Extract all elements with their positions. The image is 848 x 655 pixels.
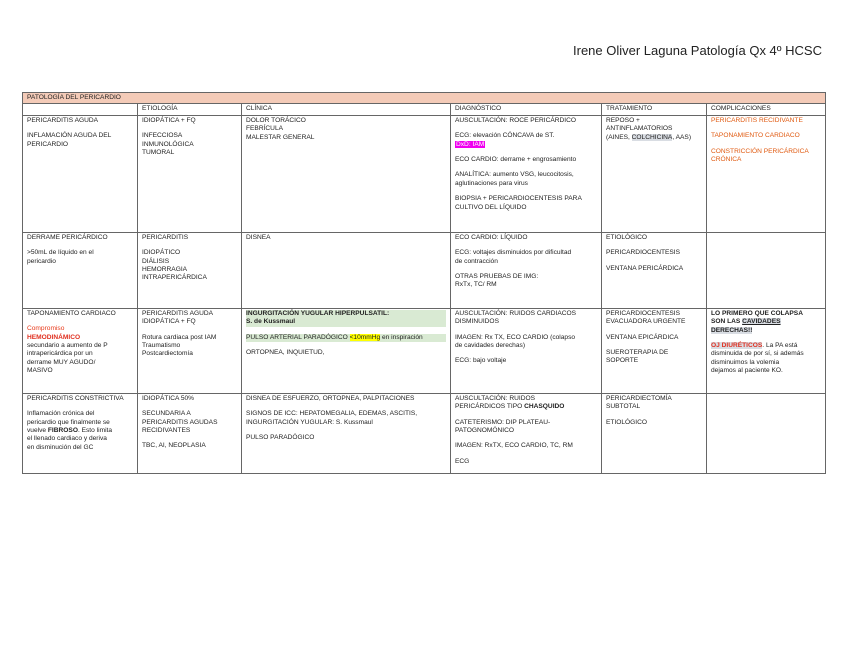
- table-row: [23, 393, 826, 473]
- diagnostico-item: ECG: elevación CÓNCAVA de ST.: [455, 132, 555, 140]
- clinica-item: DISNEA DE ESFUERZO, ORTOPNEA, PALPITACIONES: [246, 394, 415, 402]
- clinica-item: SIGNOS DE ICC: HEPATOMEGALIA, EDEMAS, ASCITIS,: [246, 410, 418, 418]
- row-red-note-bold: HEMODINÁMICO: [27, 333, 81, 341]
- tratamiento-cell: [602, 232, 707, 308]
- description-line: INFLAMACIÓN AGUDA DEL: [27, 132, 112, 140]
- diagnostico-cell: [451, 308, 602, 393]
- clinica-cell: [242, 115, 451, 232]
- row-name-cell: [23, 393, 138, 473]
- complicacion-item: disminuida de por sí, si además: [711, 350, 804, 358]
- tratamiento-item: SUEROTERAPIA DE: [606, 349, 669, 357]
- highlight-mmhg: <10mmHg: [349, 333, 381, 341]
- diagnostico-item: PATOGNOMÓNICO: [455, 427, 514, 435]
- tratamiento-item: ANTINFLAMATORIOS: [606, 125, 673, 133]
- tratamiento-item: ETIOLÓGICO: [606, 418, 648, 426]
- diagnostico-item: ECG: bajo voltaje: [455, 357, 507, 365]
- clinica-highlight: [246, 310, 446, 327]
- complicacion-item: TAPONAMIENTO CARDIACO: [711, 132, 800, 140]
- row-title: PERICARDITIS AGUDA: [27, 116, 99, 124]
- diagnostico-item: BIOPSIA + PERICARDIOCENTESIS PARA: [455, 195, 582, 203]
- complicaciones-cell: [707, 115, 826, 232]
- clinica-item: PULSO PARADÓGICO: [246, 434, 315, 442]
- complicacion-item: SON LAS CAVIDADES: [711, 318, 781, 326]
- etiologia-item: INTRAPERICÁRDICA: [142, 274, 207, 282]
- etiologia-item: PERICARDITIS AGUDAS: [142, 418, 218, 426]
- clinica-cell: [242, 232, 451, 308]
- complicacion-item: CONSTRICCIÓN PERICÁRDICA: [711, 147, 809, 155]
- etiologia-item: PERICARDITIS: [142, 233, 189, 241]
- highlight-dxd: DxD: IAM: [456, 140, 485, 148]
- complicacion-item: LO PRIMERO QUE COLAPSA: [711, 309, 803, 317]
- tratamiento-item: PERICARDIOCENTESIS: [606, 309, 681, 317]
- etiologia-item: IDIOPÁTICA 50%: [142, 394, 195, 402]
- table-row: [23, 115, 826, 232]
- diagnostico-cell: [451, 393, 602, 473]
- complicaciones-cell: [707, 393, 826, 473]
- table-row: [23, 308, 826, 393]
- etiologia-item: IDIOPÁTICO: [142, 249, 181, 257]
- diagnostico-item: ECO CARDIO: derrame + engrosamiento: [455, 156, 577, 164]
- etiologia-cell: [138, 393, 242, 473]
- column-header-tratamiento: TRATAMIENTO: [602, 104, 707, 115]
- highlight-cavidades: CAVIDADES: [742, 318, 781, 326]
- diagnostico-item: ECG: [455, 457, 470, 465]
- row-description: [27, 132, 133, 149]
- table-row: [23, 232, 826, 308]
- table-title-row: [23, 93, 826, 104]
- diagnostico-item: aglutinaciones para virus: [455, 179, 528, 187]
- column-header-etiologia: ETIOLOGÍA: [138, 104, 242, 115]
- etiologia-item: Postcardiectomía: [142, 350, 193, 358]
- table-title: PATOLOGÍA DEL PERICARDIO: [23, 93, 826, 104]
- etiologia-item: HEMORRAGIA: [142, 266, 188, 274]
- etiologia-cell: [138, 232, 242, 308]
- description-line: en disminución del GC: [27, 443, 94, 451]
- tratamiento-item: (AINES, COLCHICINA, AAS): [606, 133, 692, 141]
- complicacion-item: PERICARDITIS RECIDIVANTE: [711, 116, 803, 124]
- description-line: el llenado cardiaco y deriva: [27, 435, 107, 443]
- complicacion-item: disminuimos la volemia: [711, 358, 780, 366]
- tratamiento-item: EVACUADORA URGENTE: [606, 318, 686, 326]
- column-header-diagnostico: DIAGNÓSTICO: [451, 104, 602, 115]
- etiologia-item: IDIOPÁTICA + FQ: [142, 116, 196, 124]
- complicaciones-cell: [707, 308, 826, 393]
- column-header-clinica: CLÍNICA: [242, 104, 451, 115]
- etiologia-item: INMUNOLÓGICA: [142, 140, 194, 148]
- clinica-item: FEBRÍCULA: [246, 125, 284, 133]
- diagnostico-item: ANALÍTICA: aumento VSG, leucocitosis,: [455, 171, 574, 179]
- diagnostico-item: AUSCULTACIÓN: ROCE PERICÁRDICO: [455, 116, 577, 124]
- clinica-item: MALESTAR GENERAL: [246, 133, 315, 141]
- complicacion-item: CRÓNICA: [711, 156, 742, 164]
- tratamiento-cell: [602, 393, 707, 473]
- diagnostico-item: AUSCULTACIÓN: RUIDOS: [455, 394, 535, 402]
- diagnostico-item: PERICÁRDICOS TIPO CHASQUIDO: [455, 403, 565, 411]
- description-line: pericardio que finalmente se: [27, 418, 110, 426]
- etiologia-item: RECIDIVANTES: [142, 427, 191, 435]
- tratamiento-item: ETIOLÓGICO: [606, 233, 648, 241]
- tratamiento-item: PERICARDIECTOMÍA: [606, 394, 672, 402]
- highlight-colchicina: COLCHICINA: [631, 133, 673, 141]
- row-name-cell: [23, 308, 138, 393]
- complicacion-item: dejamos al paciente KO.: [711, 367, 783, 375]
- description-line: pericardio: [27, 257, 56, 265]
- tratamiento-item: REPOSO +: [606, 116, 640, 124]
- clinica-item: DOLOR TORÁCICO: [246, 116, 306, 124]
- etiologia-cell: [138, 308, 242, 393]
- etiologia-item: INFECCIOSA: [142, 132, 183, 140]
- diagnostico-item: de contracción: [455, 257, 498, 265]
- clinica-item: S. de Kussmaul: [246, 318, 296, 326]
- clinica-item: INGURGITACIÓN YUGULAR: S. Kussmaul: [246, 418, 373, 426]
- tratamiento-item: VENTANA EPICÁRDICA: [606, 333, 679, 341]
- tratamiento-item: PERICARDIOCENTESIS: [606, 249, 681, 257]
- clinica-cell: [242, 308, 451, 393]
- clinica-item: INGURGITACIÓN YUGULAR HIPERPULSATIL:: [246, 309, 390, 317]
- tratamiento-cell: [602, 308, 707, 393]
- row-title: PERICARDITIS CONSTRICTIVA: [27, 394, 124, 402]
- description-line: >50mL de líquido en el: [27, 249, 94, 257]
- etiologia-item: TUMORAL: [142, 149, 175, 157]
- description-line: Inflamación crónica del: [27, 410, 95, 418]
- diagnostico-item: CULTIVO DEL LÍQUIDO: [455, 203, 527, 211]
- diagnostico-item: RxTx, TC/ RM: [455, 281, 497, 289]
- etiologia-item: DIÁLISIS: [142, 257, 170, 265]
- description-line: PERICARDIO: [27, 140, 69, 148]
- diagnostico-item: ECG: voltajes disminuidos por dificultad: [455, 249, 572, 257]
- pericardium-table: [22, 92, 826, 474]
- document-header-author: Irene Oliver Laguna Patología Qx 4º HCSC: [573, 43, 822, 58]
- row-red-note: Compromiso: [27, 325, 65, 333]
- diagnostico-cell: [451, 232, 602, 308]
- tratamiento-item: SUBTOTAL: [606, 403, 641, 411]
- row-name-cell: [23, 232, 138, 308]
- complicacion-item: OJ DIURÉTICOS. La PA está: [711, 342, 798, 350]
- description-line: derrame MUY AGUDO/: [27, 358, 96, 366]
- table-header-row: [23, 104, 826, 115]
- diagnostico-item: ECO CARDIO: LÍQUIDO: [455, 233, 528, 241]
- diagnostico-cell: [451, 115, 602, 232]
- row-title: TAPONAMIENTO CARDIACO: [27, 309, 116, 317]
- column-header-complicaciones: COMPLICACIONES: [707, 104, 826, 115]
- diagnostico-item: AUSCULTACIÓN: RUIDOS CARDIACOS: [455, 309, 577, 317]
- tratamiento-item: SOPORTE: [606, 357, 639, 365]
- row-description: [27, 249, 133, 266]
- diagnostico-item: DISMINUIDOS: [455, 318, 499, 326]
- complicacion-item: DERECHAS!!: [711, 326, 753, 334]
- etiologia-item: PERICARDITIS AGUDA: [142, 309, 214, 317]
- description-line: vuelve FIBROSO. Esto limita: [27, 427, 113, 435]
- diagnostico-item: CATETERISMO: DIP PLATEAU-: [455, 418, 551, 426]
- diagnostico-item: IMAGEN: RxTX, ECO CARDIO, TC, RM: [455, 442, 573, 450]
- description-line: MASIVO: [27, 367, 53, 375]
- etiologia-item: Traumatismo: [142, 342, 181, 350]
- complicaciones-cell: [707, 232, 826, 308]
- etiologia-item: Rotura cardiaca post IAM: [142, 333, 217, 341]
- diagnostico-item: OTRAS PRUEBAS DE IMG:: [455, 273, 539, 281]
- clinica-item: DISNEA: [246, 233, 271, 241]
- diagnostico-item: de cavidades derechas): [455, 342, 526, 350]
- etiologia-item: IDIOPÁTICA + FQ: [142, 318, 196, 326]
- etiologia-cell: [138, 115, 242, 232]
- description-line: intrapericárdica por un: [27, 350, 93, 358]
- row-name-cell: [23, 115, 138, 232]
- highlight-diureticos: OJ DIURÉTICOS: [711, 342, 763, 350]
- clinica-cell: [242, 393, 451, 473]
- clinica-item: ORTOPNEA, INQUIETUD,: [246, 349, 325, 357]
- etiologia-item: SECUNDARIA A: [142, 410, 191, 418]
- clinica-item: PULSO ARTERIAL PARADÓGICO <10mmHg en inspiración: [246, 334, 446, 342]
- diagnostico-item: IMAGEN: Rx TX, ECO CARDIO (colapso: [455, 333, 576, 341]
- etiologia-item: TBC, AI, NEOPLASIA: [142, 442, 206, 450]
- tratamiento-cell: [602, 115, 707, 232]
- tratamiento-item: VENTANA PERICÁRDICA: [606, 264, 684, 272]
- column-header-empty: [23, 104, 138, 115]
- row-title: DERRAME PERICÁRDICO: [27, 233, 108, 241]
- description-line: secundario a aumento de P: [27, 342, 108, 350]
